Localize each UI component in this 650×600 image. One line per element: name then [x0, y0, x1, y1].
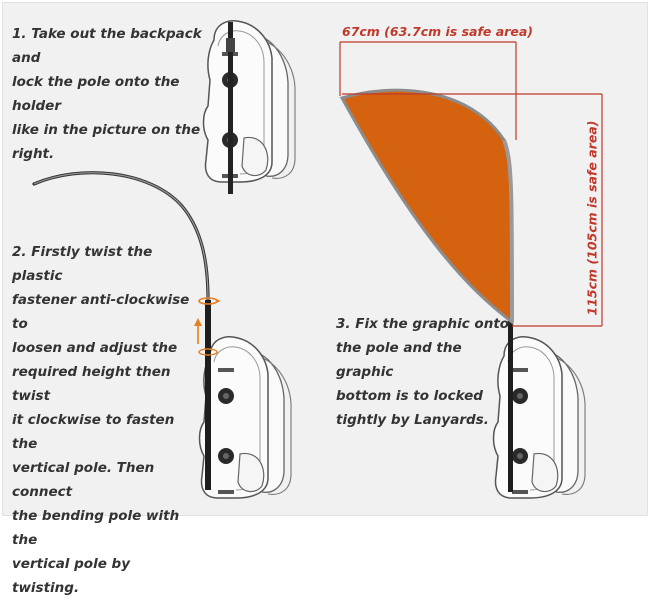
backpack-step2	[200, 337, 292, 498]
step-3-instruction: 3. Fix the graphic onto the pole and the graphic bottom is to locked tightly by Lanyards.	[336, 316, 510, 428]
vertical-pole	[205, 300, 211, 490]
flag-graphic	[342, 90, 512, 322]
backpack-step1	[204, 21, 296, 194]
width-dimension-label: 67cm (63.7cm is safe area)	[342, 24, 533, 39]
step-1-instruction: 1. Take out the backpack and lock the pole onto the holder like in the picture on the right.	[12, 26, 202, 162]
height-dimension-label: 115cm (105cm is safe area)	[584, 120, 600, 316]
step-2-instruction: 2. Firstly twist the plastic fastener anti-clockwise to loosen and adjust the required height then twist it clockwise to fasten the vertical pole. Then connect the bending pole with the vertical pole by twisting.	[12, 244, 190, 596]
